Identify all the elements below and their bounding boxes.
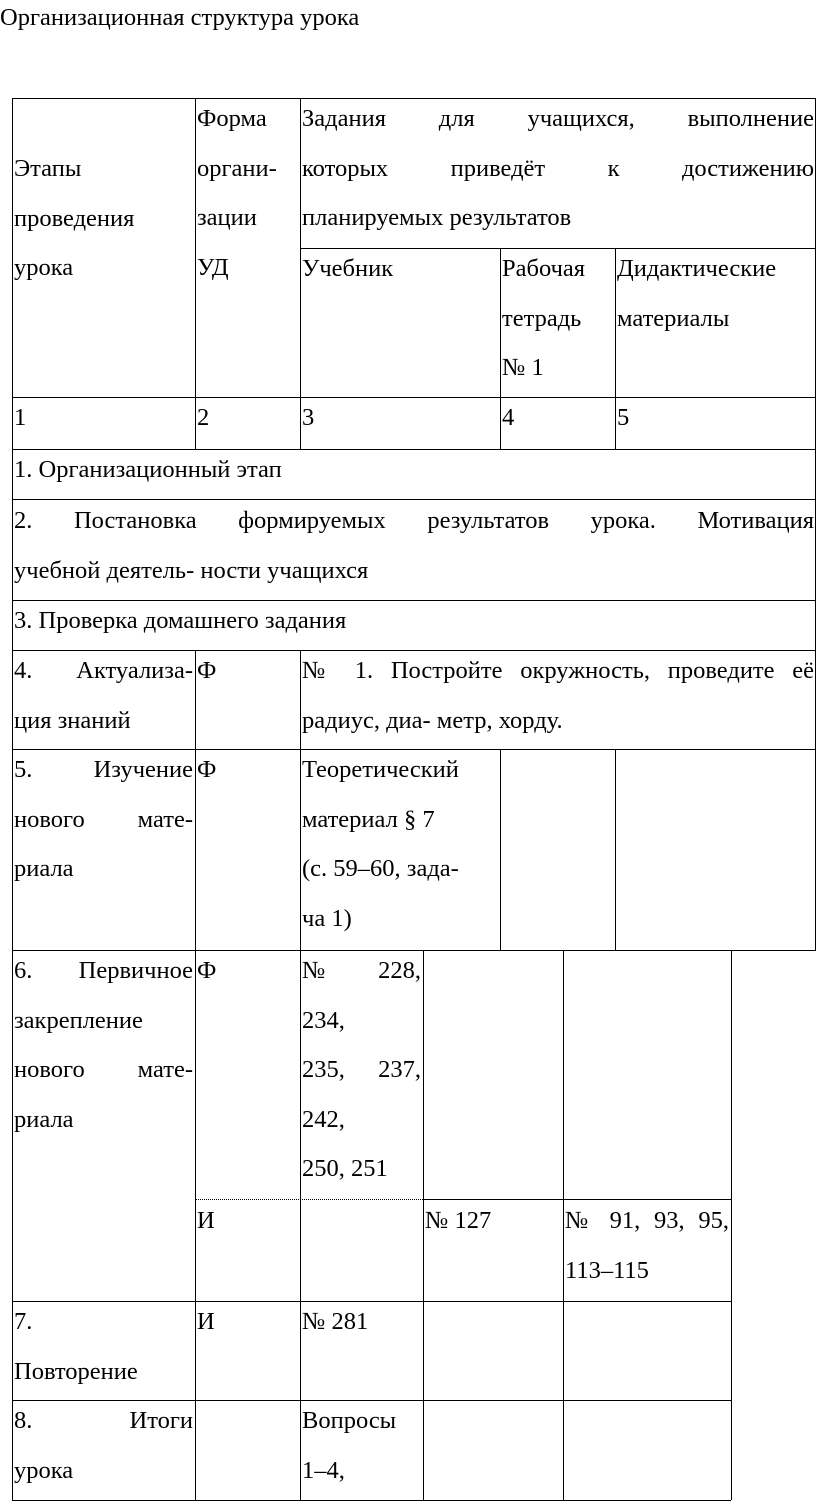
table-rule bbox=[12, 397, 816, 398]
task-cell: № 1. Постройте окружность, проведите её радиус, диа- метр, хорду. bbox=[302, 657, 814, 734]
table-rule bbox=[615, 749, 616, 951]
form-cell: Ф bbox=[197, 657, 217, 684]
section-row-3: 3. Проверка домашнего задания bbox=[14, 607, 347, 634]
section-row-1: 1. Организационный этап bbox=[14, 456, 282, 483]
stage-cell: 6. Первичное закрепление нового мате- риала bbox=[14, 957, 193, 1133]
header-tasks: Задания для учащихся, выполнение которых приведёт к достижению планируемых результатов bbox=[302, 105, 814, 231]
column-number: 2 bbox=[197, 404, 210, 431]
textbook-cell: № 228, 234, 235, 237, 242, 250, 251 bbox=[302, 957, 421, 1182]
header-stages: Этапы проведения урока bbox=[14, 155, 135, 281]
section-row-2: 2. Постановка формируемых результатов урока. Мотивация учебной деятель- ности учащихся bbox=[14, 507, 814, 584]
stage-cell: 4. Актуализа- ция знаний bbox=[14, 657, 193, 734]
form-cell: И bbox=[197, 1308, 215, 1335]
stage-cell: 5. Изучение нового мате- риала bbox=[14, 756, 193, 882]
form-cell: Ф bbox=[197, 957, 217, 984]
header-didactic: Дидактические материалы bbox=[617, 255, 777, 332]
stage-cell: 8. Итоги урока bbox=[14, 1407, 193, 1484]
form-cell: И bbox=[197, 1207, 215, 1234]
didactic-cell: № 91, 93, 95, 113–115 bbox=[565, 1207, 729, 1284]
column-number: 4 bbox=[502, 404, 515, 431]
table-rule bbox=[12, 1500, 731, 1501]
textbook-cell: № 281 bbox=[302, 1308, 369, 1335]
table-rule bbox=[500, 749, 501, 951]
form-cell: Ф bbox=[197, 756, 217, 783]
table-rule bbox=[731, 950, 732, 1500]
workbook-cell: № 127 bbox=[425, 1207, 492, 1234]
textbook-cell: Вопросы 1–4, bbox=[302, 1407, 397, 1484]
column-number: 5 bbox=[617, 404, 630, 431]
header-form: Форма органи- зации УД bbox=[197, 105, 277, 281]
header-workbook: Рабочая тетрадь № 1 bbox=[502, 255, 586, 381]
page-title: Организационная структура урока bbox=[0, 4, 360, 31]
header-textbook: Учебник bbox=[302, 255, 394, 282]
column-number: 1 bbox=[14, 404, 27, 431]
stage-cell: 7. Повторение bbox=[14, 1308, 138, 1385]
column-number: 3 bbox=[302, 404, 315, 431]
textbook-cell: Теоретический материал § 7 (с. 59–60, зада- ча 1) bbox=[302, 756, 459, 932]
